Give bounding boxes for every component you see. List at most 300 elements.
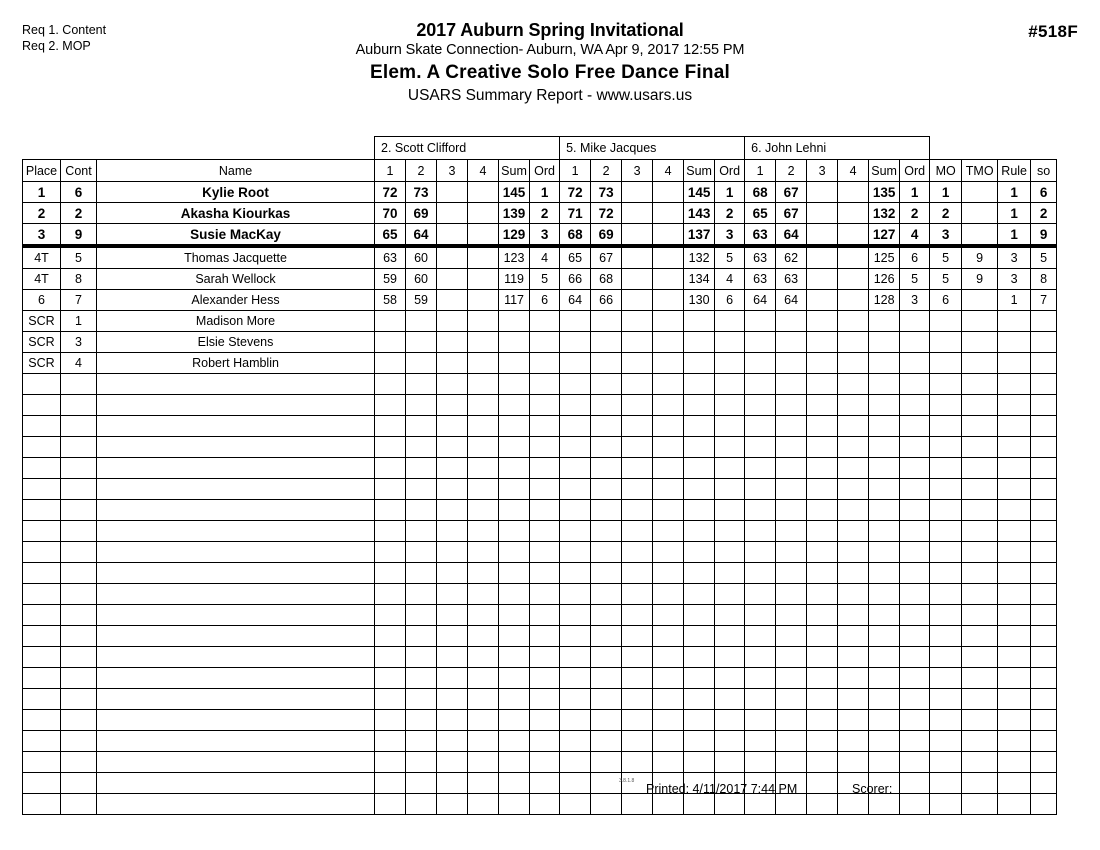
cell-judge2-mark3 — [622, 182, 653, 203]
cell-name — [97, 563, 375, 584]
cell-mo: 6 — [930, 290, 962, 311]
cell-cont — [61, 605, 97, 626]
cell-judge2-mark4 — [653, 203, 684, 224]
cell-judge2-mark2 — [591, 794, 622, 815]
cell-place — [23, 584, 61, 605]
cell-so — [1031, 689, 1057, 710]
cell-cont — [61, 731, 97, 752]
cell-judge1-mark2: 64 — [406, 224, 437, 247]
cell-tmo — [962, 521, 998, 542]
cell-judge3-ord — [900, 311, 930, 332]
cell-rule: 1 — [998, 203, 1031, 224]
cell-judge2-ord — [715, 752, 745, 773]
cell-judge1-mark1 — [375, 668, 406, 689]
cell-rule: 3 — [998, 246, 1031, 269]
cell-judge1-mark4 — [468, 246, 499, 269]
cell-judge2-mark4 — [653, 332, 684, 353]
cell-mo — [930, 479, 962, 500]
cell-name — [97, 689, 375, 710]
cell-judge2-ord — [715, 731, 745, 752]
cell-rule — [998, 710, 1031, 731]
cell-cont: 5 — [61, 246, 97, 269]
cell-judge1-ord — [530, 542, 560, 563]
cell-name — [97, 437, 375, 458]
col-header-place: Place — [23, 160, 61, 182]
cell-rule — [998, 668, 1031, 689]
cell-judge1-mark1 — [375, 437, 406, 458]
cell-judge2-ord — [715, 374, 745, 395]
cell-judge1-mark2 — [406, 710, 437, 731]
cell-judge2-mark2: 67 — [591, 246, 622, 269]
cell-judge1-mark2 — [406, 311, 437, 332]
cell-judge2-mark3 — [622, 458, 653, 479]
col-header-judge2-mark3: 3 — [622, 160, 653, 182]
cell-judge3-mark2 — [776, 395, 807, 416]
cell-judge2-ord — [715, 710, 745, 731]
judge-band-row — [23, 137, 1057, 160]
cell-judge3-mark3 — [807, 269, 838, 290]
col-header-judge3-mark1: 1 — [745, 160, 776, 182]
cell-judge1-mark4 — [468, 605, 499, 626]
cell-judge2-mark1: 72 — [560, 182, 591, 203]
cell-judge2-sum — [684, 710, 715, 731]
cell-judge3-mark2 — [776, 332, 807, 353]
cell-judge2-mark4 — [653, 458, 684, 479]
cell-judge1-mark1 — [375, 500, 406, 521]
cell-judge1-mark3 — [437, 311, 468, 332]
cell-judge1-mark4 — [468, 416, 499, 437]
cell-judge1-ord — [530, 584, 560, 605]
cell-judge3-mark4 — [838, 563, 869, 584]
cell-judge3-sum — [869, 542, 900, 563]
cell-judge3-sum — [869, 710, 900, 731]
cell-judge3-mark4 — [838, 353, 869, 374]
cell-place — [23, 710, 61, 731]
cell-judge3-ord: 4 — [900, 224, 930, 247]
cell-judge3-mark3 — [807, 542, 838, 563]
cell-judge3-mark3 — [807, 332, 838, 353]
cell-judge2-mark3 — [622, 374, 653, 395]
cell-judge1-ord — [530, 479, 560, 500]
cell-judge1-ord — [530, 563, 560, 584]
cell-judge1-mark2: 60 — [406, 269, 437, 290]
cell-judge2-mark1 — [560, 395, 591, 416]
cell-rule — [998, 563, 1031, 584]
cell-judge2-mark2 — [591, 542, 622, 563]
cell-judge2-mark3 — [622, 224, 653, 247]
cell-judge1-mark2 — [406, 563, 437, 584]
cell-name — [97, 500, 375, 521]
cell-judge2-mark2 — [591, 458, 622, 479]
cell-judge3-mark4 — [838, 689, 869, 710]
cell-judge1-ord — [530, 311, 560, 332]
cell-judge1-mark2: 73 — [406, 182, 437, 203]
cell-judge3-mark3 — [807, 374, 838, 395]
cell-judge2-mark1 — [560, 689, 591, 710]
cell-judge3-mark1 — [745, 332, 776, 353]
cell-judge1-sum — [499, 605, 530, 626]
cell-judge2-mark4 — [653, 647, 684, 668]
cell-judge3-mark1 — [745, 647, 776, 668]
col-header-cont: Cont — [61, 160, 97, 182]
cell-tmo — [962, 353, 998, 374]
cell-judge2-mark1 — [560, 437, 591, 458]
cell-judge1-mark1 — [375, 689, 406, 710]
cell-judge3-mark1: 64 — [745, 290, 776, 311]
results-table — [22, 136, 1057, 815]
cell-judge1-ord — [530, 437, 560, 458]
cell-judge1-ord — [530, 710, 560, 731]
cell-judge1-mark3 — [437, 500, 468, 521]
cell-judge1-mark1: 59 — [375, 269, 406, 290]
cell-name: Alexander Hess — [97, 290, 375, 311]
cell-judge2-ord — [715, 626, 745, 647]
cell-rule: 1 — [998, 224, 1031, 247]
cell-judge1-mark1 — [375, 395, 406, 416]
cell-judge3-mark3 — [807, 521, 838, 542]
cell-judge1-mark4 — [468, 269, 499, 290]
cell-judge1-mark1 — [375, 374, 406, 395]
cell-judge1-mark4 — [468, 647, 499, 668]
cell-judge1-mark3 — [437, 752, 468, 773]
cell-judge2-mark1 — [560, 752, 591, 773]
cell-so — [1031, 668, 1057, 689]
cell-judge1-sum — [499, 416, 530, 437]
cell-judge1-sum — [499, 521, 530, 542]
cell-tmo — [962, 224, 998, 247]
cell-judge3-mark3 — [807, 689, 838, 710]
cell-mo: 1 — [930, 182, 962, 203]
table-row-empty — [23, 500, 1057, 521]
cell-judge2-mark3 — [622, 752, 653, 773]
cell-judge1-sum — [499, 773, 530, 794]
cell-judge2-mark2 — [591, 521, 622, 542]
table-row-empty — [23, 647, 1057, 668]
cell-judge3-ord — [900, 374, 930, 395]
cell-tmo — [962, 395, 998, 416]
cell-judge1-ord — [530, 689, 560, 710]
cell-mo — [930, 605, 962, 626]
cell-judge3-ord — [900, 668, 930, 689]
cell-cont — [61, 500, 97, 521]
cell-cont — [61, 542, 97, 563]
cell-rule — [998, 479, 1031, 500]
cell-judge1-ord — [530, 332, 560, 353]
cell-judge3-mark2 — [776, 437, 807, 458]
cell-judge2-sum — [684, 647, 715, 668]
cell-place — [23, 542, 61, 563]
cell-judge3-mark3 — [807, 416, 838, 437]
cell-judge2-sum — [684, 563, 715, 584]
cell-judge2-mark4 — [653, 605, 684, 626]
cell-judge1-sum — [499, 437, 530, 458]
cell-judge3-mark4 — [838, 584, 869, 605]
cell-tmo — [962, 203, 998, 224]
col-header-judge2-mark4: 4 — [653, 160, 684, 182]
cell-judge1-mark2: 59 — [406, 290, 437, 311]
cell-judge1-sum — [499, 731, 530, 752]
cell-judge3-ord — [900, 416, 930, 437]
cell-so — [1031, 542, 1057, 563]
cell-judge1-mark4 — [468, 353, 499, 374]
cell-judge3-mark1 — [745, 605, 776, 626]
cell-rule — [998, 353, 1031, 374]
col-header-rule: Rule — [998, 160, 1031, 182]
cell-judge2-sum — [684, 521, 715, 542]
cell-judge3-mark3 — [807, 479, 838, 500]
cell-judge3-ord: 3 — [900, 290, 930, 311]
cell-judge1-mark1 — [375, 626, 406, 647]
table-row-empty — [23, 416, 1057, 437]
cell-tmo — [962, 332, 998, 353]
cell-judge1-mark1 — [375, 605, 406, 626]
cell-judge1-ord — [530, 395, 560, 416]
cell-name: Robert Hamblin — [97, 353, 375, 374]
cell-judge2-sum — [684, 458, 715, 479]
cell-so — [1031, 374, 1057, 395]
cell-judge1-mark3 — [437, 773, 468, 794]
cell-judge1-sum: 117 — [499, 290, 530, 311]
cell-judge2-mark1 — [560, 311, 591, 332]
cell-mo — [930, 584, 962, 605]
cell-judge2-mark3 — [622, 416, 653, 437]
cell-judge1-mark1 — [375, 584, 406, 605]
cell-judge2-sum — [684, 584, 715, 605]
cell-mo — [930, 773, 962, 794]
cell-judge2-mark3 — [622, 332, 653, 353]
cell-judge3-mark1 — [745, 731, 776, 752]
cell-judge3-mark4 — [838, 668, 869, 689]
results-sheet — [22, 136, 1051, 815]
cell-judge3-mark3 — [807, 668, 838, 689]
cell-judge2-sum — [684, 437, 715, 458]
cell-place — [23, 647, 61, 668]
cell-judge3-mark4 — [838, 332, 869, 353]
cell-place — [23, 374, 61, 395]
cell-cont — [61, 689, 97, 710]
cell-judge1-mark1: 70 — [375, 203, 406, 224]
cell-judge2-sum — [684, 542, 715, 563]
cell-tmo — [962, 647, 998, 668]
cell-judge1-mark4 — [468, 437, 499, 458]
col-header-name: Name — [97, 160, 375, 182]
cell-judge2-mark1: 65 — [560, 246, 591, 269]
cell-mo — [930, 689, 962, 710]
table-row-empty — [23, 584, 1057, 605]
cell-judge1-sum — [499, 542, 530, 563]
cell-judge1-mark1 — [375, 458, 406, 479]
cell-tmo — [962, 710, 998, 731]
cell-judge3-mark4 — [838, 290, 869, 311]
cell-judge2-mark2 — [591, 626, 622, 647]
cell-judge1-ord — [530, 647, 560, 668]
cell-judge3-mark2 — [776, 479, 807, 500]
cell-tmo — [962, 182, 998, 203]
cell-judge2-mark3 — [622, 689, 653, 710]
cell-judge3-ord — [900, 647, 930, 668]
cell-judge2-mark4 — [653, 521, 684, 542]
cell-cont — [61, 626, 97, 647]
cell-cont — [61, 521, 97, 542]
cell-judge2-mark2 — [591, 395, 622, 416]
cell-judge3-sum — [869, 437, 900, 458]
cell-judge3-mark2: 62 — [776, 246, 807, 269]
cell-judge3-mark2 — [776, 794, 807, 815]
cell-place: 4T — [23, 269, 61, 290]
cell-judge3-mark1: 63 — [745, 246, 776, 269]
cell-judge3-sum — [869, 332, 900, 353]
cell-judge3-mark1: 63 — [745, 269, 776, 290]
cell-cont: 6 — [61, 182, 97, 203]
cell-mo — [930, 353, 962, 374]
cell-judge2-mark1 — [560, 668, 591, 689]
cell-judge2-ord — [715, 458, 745, 479]
cell-judge3-mark3 — [807, 605, 838, 626]
cell-judge1-mark1 — [375, 353, 406, 374]
cell-name — [97, 626, 375, 647]
cell-judge2-mark4 — [653, 437, 684, 458]
cell-cont — [61, 752, 97, 773]
col-header-so: so — [1031, 160, 1057, 182]
cell-judge2-sum — [684, 416, 715, 437]
cell-name: Susie MacKay — [97, 224, 375, 247]
cell-judge1-mark1 — [375, 311, 406, 332]
cell-judge2-mark1 — [560, 773, 591, 794]
cell-mo — [930, 395, 962, 416]
cell-judge2-mark3 — [622, 584, 653, 605]
cell-place — [23, 479, 61, 500]
col-header-tmo: TMO — [962, 160, 998, 182]
cell-judge2-mark4 — [653, 710, 684, 731]
table-row — [23, 224, 1057, 247]
cell-judge1-sum — [499, 752, 530, 773]
cell-judge2-sum: 132 — [684, 246, 715, 269]
cell-judge3-mark1 — [745, 458, 776, 479]
cell-judge3-sum — [869, 353, 900, 374]
cell-judge3-mark2 — [776, 605, 807, 626]
table-row-empty — [23, 542, 1057, 563]
cell-cont — [61, 668, 97, 689]
cell-judge2-mark4 — [653, 395, 684, 416]
cell-judge2-mark4 — [653, 374, 684, 395]
cell-judge2-ord: 4 — [715, 269, 745, 290]
cell-judge2-mark4 — [653, 542, 684, 563]
cell-judge3-mark3 — [807, 647, 838, 668]
cell-judge3-sum — [869, 479, 900, 500]
cell-judge2-ord — [715, 479, 745, 500]
cell-mo — [930, 374, 962, 395]
cell-judge2-mark3 — [622, 542, 653, 563]
cell-mo — [930, 500, 962, 521]
cell-so — [1031, 794, 1057, 815]
cell-judge1-mark3 — [437, 416, 468, 437]
cell-judge3-sum — [869, 647, 900, 668]
cell-judge1-mark2 — [406, 626, 437, 647]
cell-judge2-sum: 134 — [684, 269, 715, 290]
cell-name — [97, 731, 375, 752]
cell-judge1-sum — [499, 647, 530, 668]
cell-place — [23, 437, 61, 458]
cell-so — [1031, 416, 1057, 437]
cell-so: 2 — [1031, 203, 1057, 224]
cell-place: SCR — [23, 332, 61, 353]
cell-judge3-mark3 — [807, 290, 838, 311]
col-header-judge3-mark3: 3 — [807, 160, 838, 182]
cell-judge3-ord — [900, 773, 930, 794]
cell-judge3-ord — [900, 458, 930, 479]
cell-judge3-mark4 — [838, 182, 869, 203]
cell-judge3-mark1 — [745, 374, 776, 395]
cell-judge2-sum: 130 — [684, 290, 715, 311]
table-row-empty — [23, 626, 1057, 647]
cell-cont: 3 — [61, 332, 97, 353]
cell-rule — [998, 395, 1031, 416]
cell-mo — [930, 311, 962, 332]
requirement-line: Req 2. MOP — [22, 39, 91, 53]
table-row — [23, 203, 1057, 224]
cell-tmo — [962, 542, 998, 563]
cell-judge3-mark1 — [745, 416, 776, 437]
cell-judge2-mark4 — [653, 731, 684, 752]
col-header-mo: MO — [930, 160, 962, 182]
cell-name: Madison More — [97, 311, 375, 332]
cell-judge2-mark2 — [591, 311, 622, 332]
cell-judge2-mark2 — [591, 668, 622, 689]
software-version: 3.8.1.8 — [619, 778, 635, 784]
cell-judge3-mark1 — [745, 668, 776, 689]
cell-judge1-mark3 — [437, 731, 468, 752]
cell-judge1-mark4 — [468, 584, 499, 605]
cell-place: 4T — [23, 246, 61, 269]
report-subtitle: USARS Summary Report - www.usars.us — [407, 87, 693, 104]
cell-judge2-ord — [715, 437, 745, 458]
cell-judge2-ord — [715, 605, 745, 626]
cell-tmo — [962, 374, 998, 395]
cell-judge3-mark1 — [745, 353, 776, 374]
cell-judge1-mark4 — [468, 479, 499, 500]
cell-tmo — [962, 500, 998, 521]
cell-judge1-mark3 — [437, 605, 468, 626]
cell-judge1-sum — [499, 794, 530, 815]
cell-judge2-mark3 — [622, 311, 653, 332]
judge-band-spacer — [23, 137, 375, 160]
cell-judge2-mark4 — [653, 246, 684, 269]
col-header-judge2-sum: Sum — [684, 160, 715, 182]
cell-rule: 1 — [998, 182, 1031, 203]
cell-judge1-mark1 — [375, 647, 406, 668]
table-row-empty — [23, 668, 1057, 689]
cell-judge1-mark4 — [468, 374, 499, 395]
cell-judge3-ord — [900, 479, 930, 500]
cell-judge3-mark1: 65 — [745, 203, 776, 224]
cell-judge3-sum — [869, 500, 900, 521]
cell-judge3-sum: 126 — [869, 269, 900, 290]
cell-name — [97, 752, 375, 773]
cell-place — [23, 521, 61, 542]
cell-judge2-mark1 — [560, 605, 591, 626]
cell-so — [1031, 479, 1057, 500]
cell-rule — [998, 605, 1031, 626]
cell-cont — [61, 395, 97, 416]
cell-judge3-mark1 — [745, 710, 776, 731]
cell-judge3-mark3 — [807, 731, 838, 752]
cell-tmo — [962, 605, 998, 626]
cell-judge3-ord: 1 — [900, 182, 930, 203]
cell-judge3-mark1 — [745, 311, 776, 332]
cell-judge3-sum: 135 — [869, 182, 900, 203]
cell-judge3-mark2 — [776, 458, 807, 479]
table-row — [23, 269, 1057, 290]
